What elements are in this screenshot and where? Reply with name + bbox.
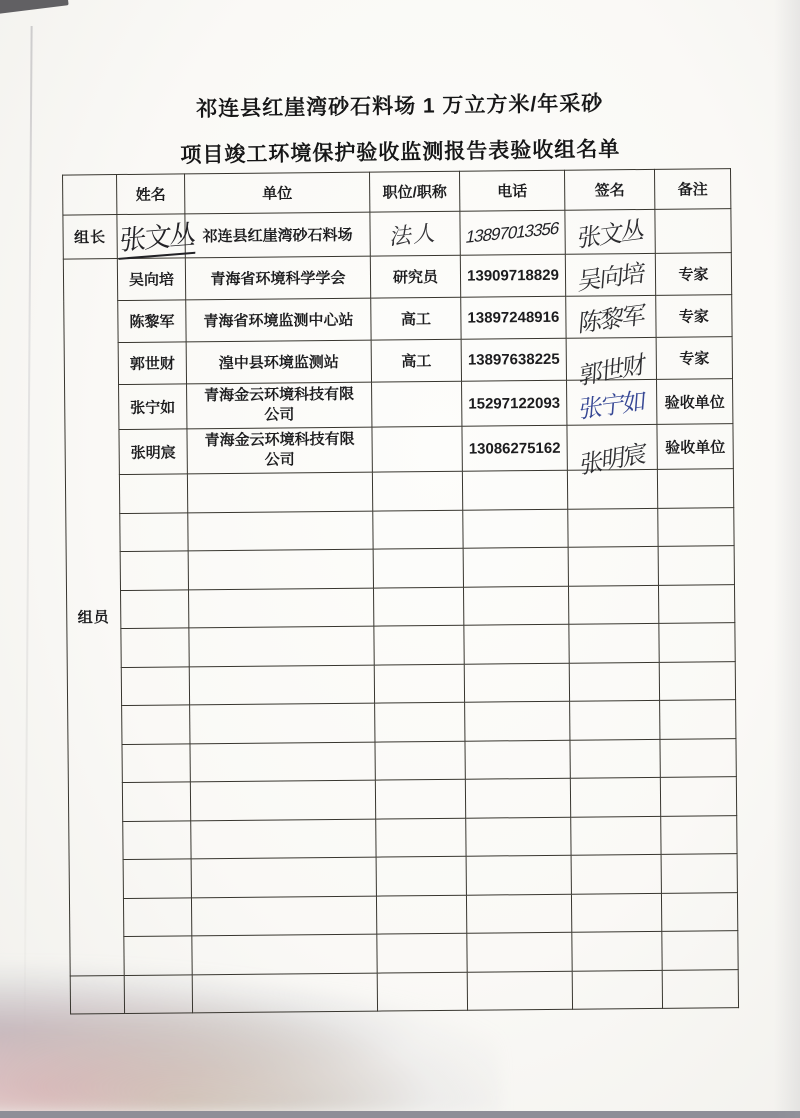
member-remark-cell: 验收单位	[657, 424, 733, 470]
member-title-cell	[372, 426, 462, 472]
empty-cell	[662, 931, 738, 970]
empty-cell	[659, 661, 735, 700]
empty-cell	[466, 855, 571, 895]
empty-cell	[570, 777, 660, 816]
empty-cell	[569, 662, 659, 701]
empty-cell	[121, 666, 189, 705]
empty-cell	[377, 972, 467, 1011]
leader-name-cell	[117, 214, 196, 259]
empty-cell	[570, 739, 660, 778]
empty-cell	[657, 469, 733, 508]
empty-cell	[373, 548, 463, 587]
empty-cell	[570, 700, 660, 739]
member-signature-cell	[567, 424, 657, 480]
empty-cell	[568, 585, 658, 624]
unit-text: 青海金云环境科技有限公司	[204, 385, 355, 424]
empty-row	[67, 661, 735, 706]
empty-cell	[377, 933, 467, 972]
empty-cell	[464, 624, 569, 664]
header-row	[63, 169, 731, 215]
leader-label: 组长	[63, 215, 117, 260]
header-title: 职位/职称	[370, 171, 460, 212]
empty-cell	[188, 511, 373, 551]
empty-cell	[465, 701, 570, 741]
empty-cell	[374, 625, 464, 664]
empty-cell	[124, 974, 192, 1013]
scan-corner-mark	[0, 0, 69, 15]
member-unit-cell: 湟中县环境监测站	[186, 340, 371, 384]
empty-cell	[188, 588, 373, 628]
signature-handwriting: 吴向培	[576, 259, 645, 296]
empty-cell	[661, 815, 737, 854]
member-name-cell: 张宁如	[119, 384, 187, 430]
empty-cell	[191, 896, 376, 936]
title-line-1: 祁连县红崖湾砂石料场 1 万立方米/年采砂	[195, 92, 604, 121]
empty-cell	[466, 894, 571, 934]
empty-cell	[465, 740, 570, 780]
empty-cell	[658, 584, 734, 623]
member-phone-cell: 13897638225	[461, 338, 566, 381]
empty-cell	[658, 507, 734, 546]
member-signature-cell	[565, 253, 655, 296]
empty-cell	[124, 936, 192, 975]
empty-cell	[376, 818, 466, 857]
empty-cell	[658, 546, 734, 585]
member-name-cell: 郭世财	[118, 342, 186, 385]
signature-handwriting: 郭世财	[577, 350, 645, 391]
empty-cell	[189, 626, 374, 666]
empty-cell	[120, 551, 188, 590]
empty-row	[69, 854, 737, 899]
signature-handwriting: 张宁如	[577, 387, 646, 424]
empty-cell	[571, 816, 661, 855]
header-unit: 单位	[185, 172, 370, 214]
empty-cell	[190, 742, 375, 782]
empty-cell	[372, 471, 462, 510]
leader-signature-cell	[565, 209, 655, 254]
empty-cell	[192, 973, 377, 1013]
signature-handwriting: 陈黎军	[576, 301, 645, 338]
empty-cell	[462, 470, 567, 510]
member-remark-cell: 验收单位	[657, 379, 733, 425]
acceptance-group-roster-table	[62, 168, 739, 1014]
member-row	[63, 253, 731, 301]
empty-row	[65, 469, 733, 514]
empty-cell	[659, 623, 735, 662]
header-phone: 电话	[459, 170, 564, 211]
empty-cell	[572, 970, 662, 1009]
member-title-cell: 高工	[371, 339, 461, 382]
empty-row	[68, 777, 736, 822]
member-unit-cell	[187, 427, 372, 474]
empty-cell	[571, 854, 661, 893]
empty-row	[67, 623, 735, 668]
page-edge-line	[23, 26, 32, 1066]
signature-handwriting: 张明宸	[578, 439, 646, 480]
document-title	[0, 84, 800, 171]
member-signature-cell	[566, 295, 656, 338]
header-name: 姓名	[117, 174, 185, 215]
empty-cell	[190, 780, 375, 820]
leader-row	[63, 209, 731, 259]
member-name-cell: 吴向培	[117, 258, 185, 301]
empty-cell	[466, 817, 571, 857]
empty-cell	[464, 663, 569, 703]
member-label: 组员	[63, 259, 124, 976]
header-remark: 备注	[654, 169, 730, 210]
empty-cell	[123, 897, 191, 936]
member-phone-cell: 13909718829	[460, 254, 565, 297]
member-signature-cell	[566, 337, 656, 391]
header-signature: 签名	[564, 169, 654, 210]
member-remark-cell: 专家	[656, 337, 732, 380]
member-unit-cell: 青海省环境科学学会	[185, 256, 370, 300]
empty-row	[69, 892, 737, 937]
empty-cell	[191, 819, 376, 859]
member-row	[65, 379, 733, 430]
empty-cell	[70, 975, 124, 1014]
handwritten-name: 张文丛	[118, 212, 197, 259]
empty-cell	[463, 509, 568, 549]
handwritten-phone: 13897013356	[464, 218, 561, 247]
unit-text: 青海金云环境科技有限公司	[204, 430, 355, 469]
empty-cell	[121, 628, 189, 667]
leader-title-cell	[370, 211, 460, 256]
roster-table-wrap	[62, 168, 739, 1014]
member-phone-cell: 13897248916	[461, 296, 566, 339]
member-row	[64, 337, 732, 385]
empty-cell	[373, 510, 463, 549]
empty-cell	[188, 549, 373, 589]
scan-right-shade	[774, 0, 800, 1118]
empty-row	[69, 815, 737, 860]
title-line-2: 项目竣工环境保护验收监测报告表验收组名单	[180, 137, 621, 168]
signature-handwriting: 张文丛	[576, 216, 644, 253]
empty-cell	[119, 474, 187, 513]
empty-cell	[122, 743, 190, 782]
header-label-cell	[63, 175, 117, 216]
empty-cell	[192, 934, 377, 974]
empty-cell	[572, 931, 662, 970]
empty-cell	[123, 859, 191, 898]
empty-cell	[189, 665, 374, 705]
member-name-cell: 张明宸	[119, 429, 187, 475]
empty-cell	[569, 623, 659, 662]
empty-cell	[123, 820, 191, 859]
empty-cell	[568, 546, 658, 585]
empty-cell	[376, 895, 466, 934]
member-title-cell: 高工	[371, 297, 461, 340]
handwritten-title: 法人	[389, 219, 441, 250]
table-last-row	[70, 969, 738, 1014]
member-row	[64, 295, 732, 343]
empty-row	[70, 931, 738, 976]
leader-phone-cell	[460, 210, 565, 255]
empty-row	[68, 700, 736, 745]
member-title-cell	[372, 381, 462, 427]
empty-cell	[661, 854, 737, 893]
empty-cell	[467, 971, 572, 1011]
empty-cell	[191, 857, 376, 897]
empty-cell	[463, 586, 568, 626]
empty-cell	[190, 703, 375, 743]
empty-cell	[661, 892, 737, 931]
empty-cell	[571, 893, 661, 932]
member-title-cell: 研究员	[370, 255, 460, 298]
member-remark-cell: 专家	[655, 253, 731, 296]
empty-cell	[122, 705, 190, 744]
empty-cell	[375, 702, 465, 741]
empty-cell	[187, 472, 372, 512]
empty-cell	[463, 547, 568, 587]
empty-cell	[120, 512, 188, 551]
empty-row	[66, 546, 734, 591]
empty-cell	[122, 782, 190, 821]
member-row	[65, 424, 733, 475]
empty-cell	[660, 738, 736, 777]
member-phone-cell: 13086275162	[462, 425, 567, 471]
empty-cell	[465, 778, 570, 818]
empty-cell	[662, 969, 738, 1008]
empty-cell	[660, 777, 736, 816]
member-unit-cell	[187, 382, 372, 429]
empty-cell	[376, 856, 466, 895]
empty-cell	[568, 508, 658, 547]
member-phone-cell: 15297122093	[462, 380, 567, 426]
empty-row	[68, 738, 736, 783]
leader-unit-cell: 祁连县红崖湾砂石料场	[185, 212, 370, 258]
empty-row	[66, 507, 734, 552]
scan-bottom-strip	[0, 1111, 800, 1118]
member-name-cell: 陈黎军	[118, 300, 186, 343]
leader-remark-cell	[655, 209, 731, 254]
empty-cell	[121, 589, 189, 628]
empty-cell	[375, 741, 465, 780]
empty-cell	[374, 664, 464, 703]
empty-cell	[375, 779, 465, 818]
member-remark-cell: 专家	[656, 295, 732, 338]
empty-cell	[660, 700, 736, 739]
member-unit-cell: 青海省环境监测中心站	[186, 298, 371, 342]
empty-cell	[467, 932, 572, 972]
empty-cell	[373, 587, 463, 626]
empty-row	[67, 584, 735, 629]
